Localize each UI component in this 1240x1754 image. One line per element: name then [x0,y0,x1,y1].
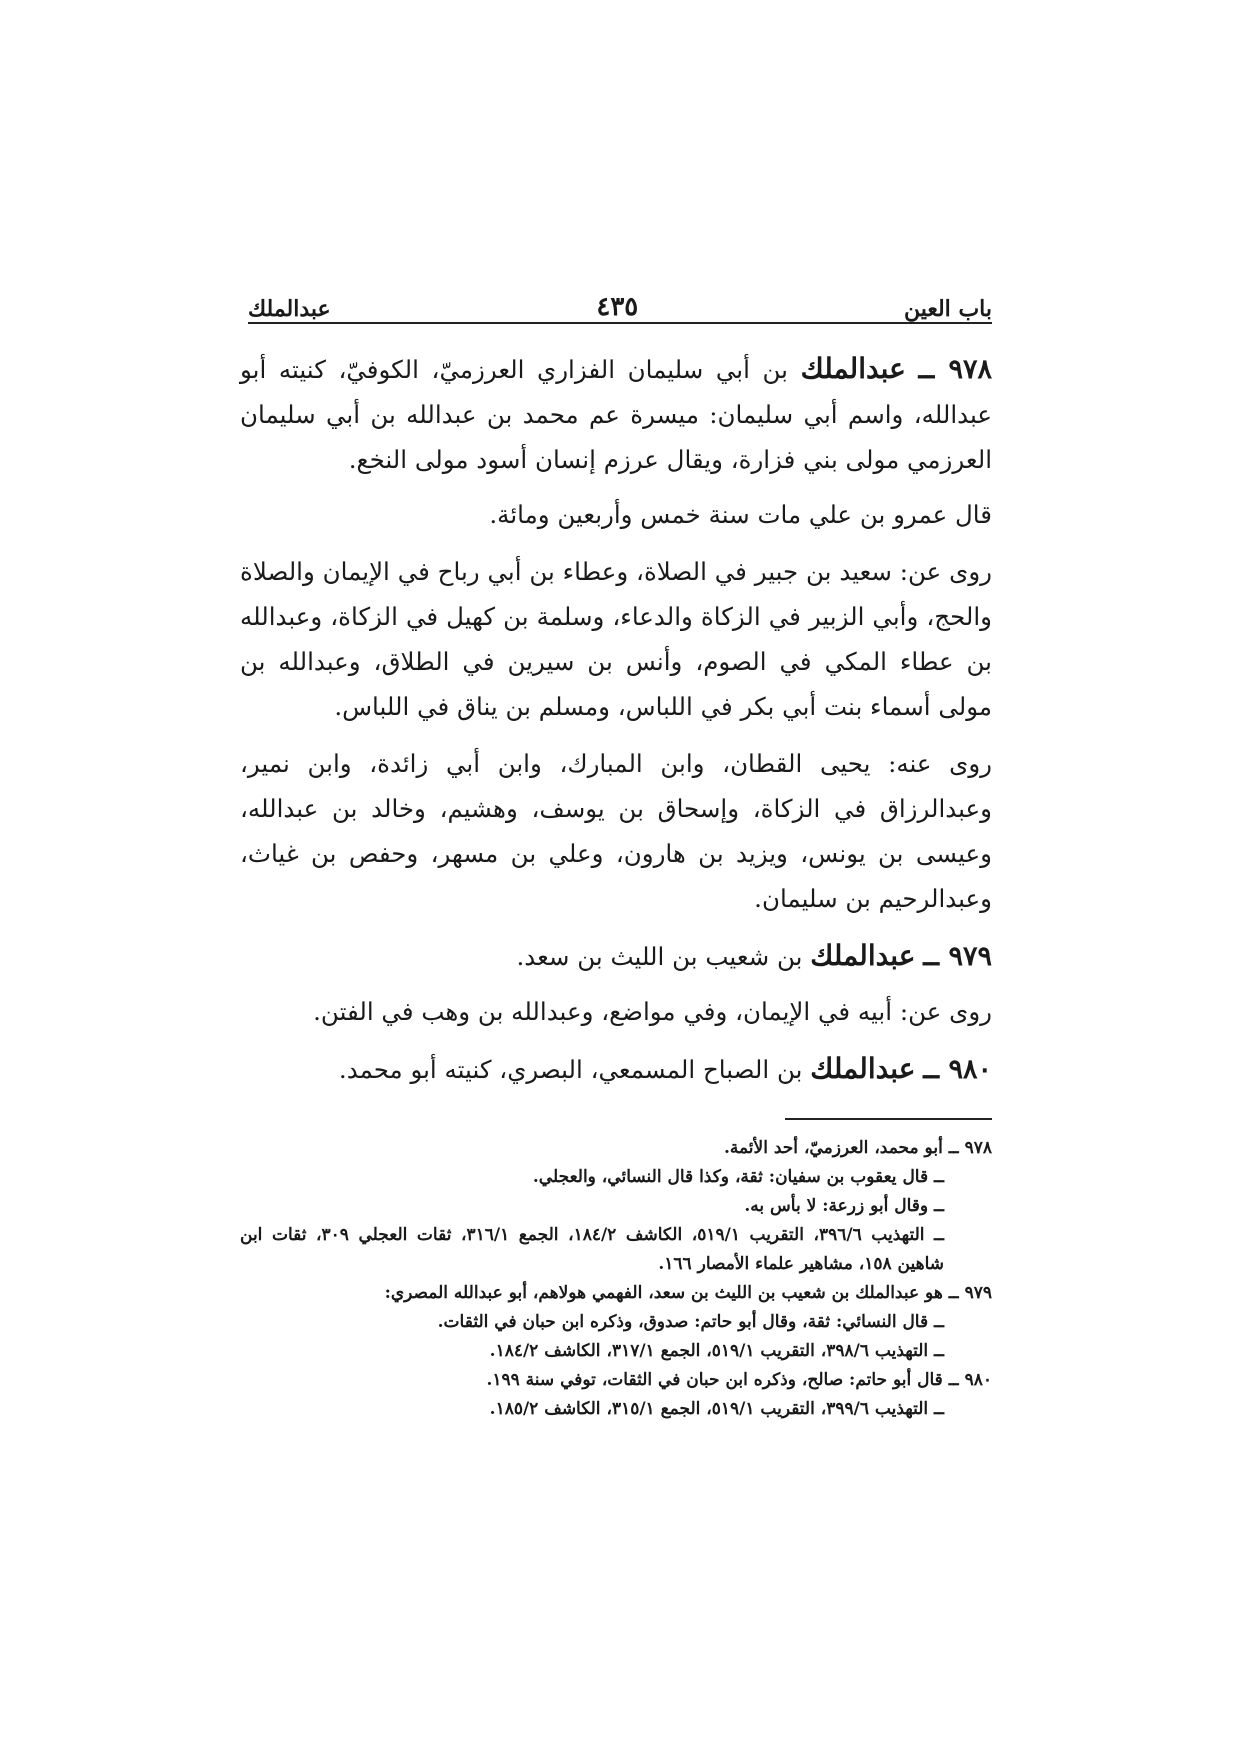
entry-number: ٩٧٨ ــ [918,354,992,385]
footnote-line: ــ قال يعقوب بن سفيان: ثقة، وكذا قال النسائي، والعجلي. [532,1167,944,1187]
death-note: قال عمرو بن علي مات سنة خمس وأربعين ومائة. [489,500,992,529]
narrated-by: روى عنه: يحيى القطان، وابن المبارك، وابن أبي زائدة، وابن نمير، وعبدالرزاق في الزكاة، وإسحاق بن يوسف، وهشيم، وخالد بن عبدالله، وعيسى بن يونس، ويزيد بن هارون، وعلي بن مسهر، وحفص بن غياث، وعبدالرحيم بن سليمان. [240,749,992,913]
footnote-line: ٩٧٩ ــ هو عبدالملك بن شعيب بن الليث بن سعد، الفهمي هولاهم، أبو عبدالله المصري: [384,1283,992,1303]
footnote-line: ــ التهذيب ٣٩٩/٦، التقريب ٥١٩/١، الجمع ٣١٥/١، الكاشف ١٨٥/٢. [489,1399,944,1419]
entry-number: ٩٨٠ ــ [923,1054,992,1085]
running-header [248,282,992,322]
footnote-line: ٩٨٠ ــ قال أبو حاتم: صالح، وذكره ابن حبان في الثقات، توفي سنة ١٩٩. [486,1370,992,1390]
footnote-line: ٩٧٨ ــ أبو محمد، العرزميّ، أحد الأئمة. [723,1138,992,1158]
footnote-line: ــ وقال أبو زرعة: لا بأس به. [744,1196,944,1216]
entry-text: بن الصباح المسمعي، البصري، كنيته أبو محمد. [338,1055,803,1084]
footnote-rule [785,1118,992,1120]
entry-text: بن أبي سليمان الفزاري العرزميّ، الكوفيّ، كنيته أبو عبدالله، واسم أبي سليمان: ميسرة عم محمد بن عبدالله بن أبي سليمان العرزمي مولى بني فزارة، ويقال عرزم إنسان أسود مولى النخع. [240,355,992,474]
section-title: عبدالملك [248,296,331,322]
narrated-from: روى عن: سعيد بن جبير في الصلاة، وعطاء بن أبي رباح في الإيمان والصلاة والحج، وأبي الزبير في الزكاة والدعاء، وسلمة بن كهيل في الزكاة، وعبدالله بن عطاء المكي في الصوم، وأنس بن سيرين في الطلاق، وعبدالله بن مولى أسماء بنت أبي بكر في اللباس، ومسلم بن يناق في اللباس. [240,557,992,721]
entry-979 [240,933,992,979]
entry-headword: عبدالملك [800,352,906,385]
header-rule [248,322,992,324]
page-number: ٤٣٥ [596,292,639,322]
main-text [240,346,992,1102]
entry-978 [240,346,992,482]
entry-headword: عبدالملك [810,1052,916,1085]
footnotes [240,1134,992,1424]
footnote-line: ــ التهذيب ٣٩٦/٦، التقريب ٥١٩/١، الكاشف ١٨٤/٢، الجمع ٣١٦/١، ثقات العجلي ٣٠٩، ثقات ابن شاهين ١٥٨، مشاهير علماء الأمصار ١٦٦. [240,1225,945,1274]
footnote-line: ــ التهذيب ٣٩٨/٦، التقريب ٥١٩/١، الجمع ٣١٧/١، الكاشف ١٨٤/٢. [489,1341,944,1361]
chapter-title: باب العين [903,296,992,322]
footnote-line: ــ قال النسائي: ثقة، وقال أبو حاتم: صدوق، وذكره ابن حبان في الثقات. [437,1312,944,1332]
entry-headword: عبدالملك [810,939,916,972]
entry-text: بن شعيب بن الليث بن سعد. [516,942,803,971]
narrated-from: روى عن: أبيه في الإيمان، وفي مواضع، وعبدالله بن وهب في الفتن. [313,997,992,1026]
entry-number: ٩٧٩ ــ [923,941,992,972]
entry-980 [240,1046,992,1092]
